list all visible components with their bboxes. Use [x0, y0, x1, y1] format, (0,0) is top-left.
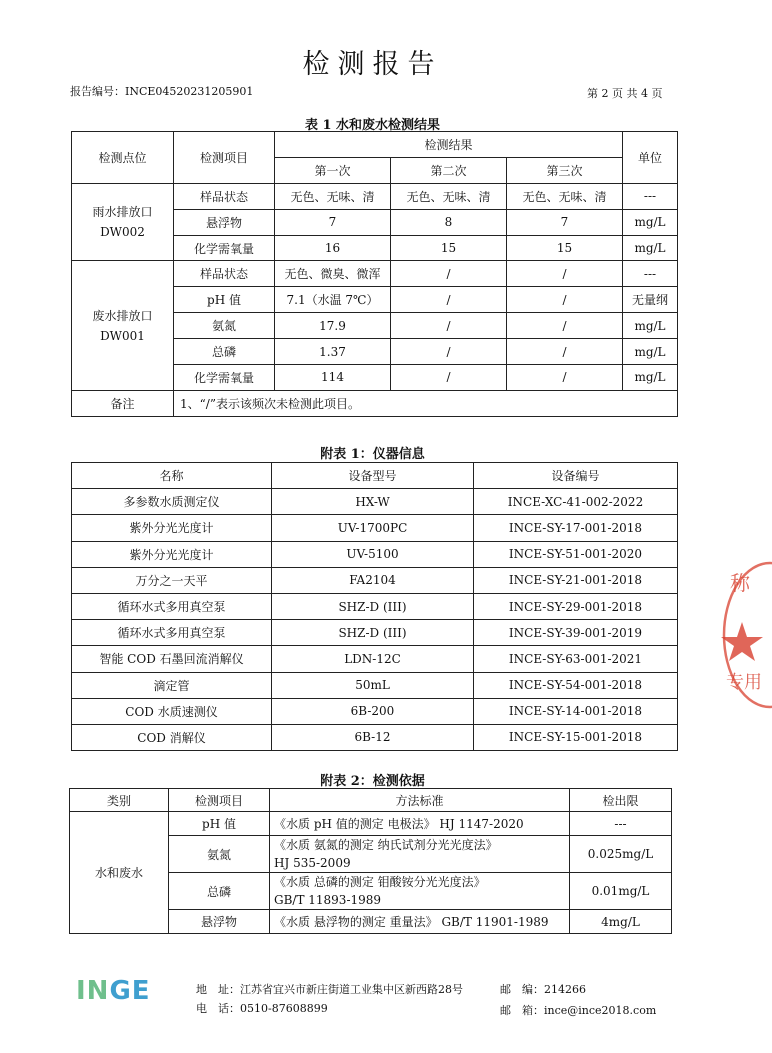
test-item: 化学需氧量 [174, 365, 275, 391]
sampling-point: 雨水排放口 DW002 [72, 183, 174, 261]
result-cell: 7 [507, 209, 623, 235]
instrument-name: 循环水式多用真空泵 [72, 593, 272, 619]
footer-phone: 电 话：0510-87608899 [196, 1002, 328, 1015]
header-test-item: 检测项目 [169, 789, 270, 812]
header-method: 方法标准 [270, 789, 570, 812]
unit-cell: --- [623, 261, 678, 287]
svg-text:专用: 专用 [726, 672, 762, 693]
unit-cell: mg/L [623, 313, 678, 339]
result-cell: 无色、无味、清 [275, 183, 391, 209]
instrument-model: HX-W [272, 489, 474, 515]
document-title: 检测报告 [302, 49, 443, 80]
instrument-model: UV-5100 [272, 541, 474, 567]
svg-text:称: 称 [730, 571, 750, 595]
instrument-name: 万分之一天平 [72, 567, 272, 593]
instrument-name: 紫外分光光度计 [72, 541, 272, 567]
header-result: 检测结果 [275, 132, 623, 158]
remark-label: 备注 [72, 390, 174, 416]
test-item: pH 值 [174, 287, 275, 313]
result-cell: 15 [391, 235, 507, 261]
result-cell: 16 [275, 235, 391, 261]
instrument-number: INCE-SY-63-001-2021 [474, 646, 678, 672]
remark-text: 1、“/”表示该频次未检测此项目。 [174, 390, 678, 416]
result-cell: 1.37 [275, 339, 391, 365]
instrument-number: INCE-SY-17-001-2018 [474, 515, 678, 541]
instrument-model: SHZ-D (III) [272, 620, 474, 646]
table-row [70, 812, 672, 836]
table-row [72, 593, 678, 619]
result-cell: 无色、无味、清 [507, 183, 623, 209]
test-item: 氨氮 [169, 836, 270, 873]
instrument-model: 6B-12 [272, 724, 474, 750]
result-cell: / [507, 365, 623, 391]
instrument-number: INCE-SY-54-001-2018 [474, 672, 678, 698]
footer-postcode: 邮 编：214266 [500, 983, 586, 996]
header-unit: 单位 [623, 132, 678, 184]
table3-caption: 附表 2：检测依据 [320, 774, 425, 789]
unit-cell: mg/L [623, 365, 678, 391]
instrument-model: SHZ-D (III) [272, 593, 474, 619]
result-cell: 8 [391, 209, 507, 235]
instrument-model: UV-1700PC [272, 515, 474, 541]
instrument-number: INCE-SY-39-001-2019 [474, 620, 678, 646]
instrument-model: 6B-200 [272, 698, 474, 724]
result-cell: / [391, 261, 507, 287]
test-item: 氨氮 [174, 313, 275, 339]
table-row [72, 183, 678, 209]
sampling-point: 废水排放口 DW001 [72, 261, 174, 390]
table-row [72, 489, 678, 515]
instrument-number: INCE-SY-21-001-2018 [474, 567, 678, 593]
result-cell: / [507, 339, 623, 365]
table-row [72, 541, 678, 567]
test-item: 悬浮物 [169, 910, 270, 934]
instrument-number: INCE-SY-51-001-2020 [474, 541, 678, 567]
header-category: 类别 [70, 789, 169, 812]
table2-caption: 附表 1：仪器信息 [320, 447, 425, 462]
result-cell: / [391, 365, 507, 391]
unit-cell: mg/L [623, 235, 678, 261]
table1-caption: 表 1 水和废水检测结果 [304, 118, 441, 133]
table-row [72, 515, 678, 541]
report-number: 报告编号：INCE04520231205901 [70, 85, 254, 98]
test-item: 总磷 [174, 339, 275, 365]
result-cell: 17.9 [275, 313, 391, 339]
seal-stamp [712, 560, 772, 710]
unit-cell: 无量纲 [623, 287, 678, 313]
instrument-name: COD 消解仪 [72, 724, 272, 750]
result-cell: 无色、无味、清 [391, 183, 507, 209]
method-standard: 《水质 悬浮物的测定 重量法》 GB/T 11901-1989 [270, 910, 570, 934]
unit-cell: mg/L [623, 209, 678, 235]
result-cell: 无色、微臭、微浑 [275, 261, 391, 287]
method-standard: 《水质 氨氮的测定 纳氏试剂分光光度法》 HJ 535-2009 [270, 836, 570, 873]
result-cell: 15 [507, 235, 623, 261]
table-row [72, 646, 678, 672]
page-number: 第 2 页 共 4 页 [587, 87, 663, 100]
result-cell: 114 [275, 365, 391, 391]
instrument-number: INCE-SY-29-001-2018 [474, 593, 678, 619]
instrument-name: 智能 COD 石墨回流消解仪 [72, 646, 272, 672]
instrument-number: INCE-SY-15-001-2018 [474, 724, 678, 750]
table-row [72, 567, 678, 593]
test-item: 样品状态 [174, 183, 275, 209]
instrument-number: INCE-XC-41-002-2022 [474, 489, 678, 515]
footer-address: 地 址：江苏省宜兴市新庄街道工业集中区新西路28号 [196, 983, 463, 996]
test-item: 样品状态 [174, 261, 275, 287]
footer-email: 邮 箱：ince@ince2018.com [500, 1004, 657, 1017]
detection-limit: --- [570, 812, 672, 836]
header-point: 检测点位 [72, 132, 174, 184]
header-third: 第三次 [507, 157, 623, 183]
header-name: 名称 [72, 463, 272, 489]
test-item: 化学需氧量 [174, 235, 275, 261]
instrument-model: FA2104 [272, 567, 474, 593]
table-row [72, 620, 678, 646]
instrument-model: 50mL [272, 672, 474, 698]
table-row [72, 724, 678, 750]
detection-limit: 0.01mg/L [570, 873, 672, 910]
header-first: 第一次 [275, 157, 391, 183]
instrument-name: 紫外分光光度计 [72, 515, 272, 541]
result-cell: / [507, 261, 623, 287]
instrument-table [71, 462, 678, 751]
header-model: 设备型号 [272, 463, 474, 489]
instrument-name: 多参数水质测定仪 [72, 489, 272, 515]
method-standard: 《水质 pH 值的测定 电极法》 HJ 1147-2020 [270, 812, 570, 836]
result-cell: / [391, 287, 507, 313]
header-item: 检测项目 [174, 132, 275, 184]
detection-limit: 0.025mg/L [570, 836, 672, 873]
unit-cell: mg/L [623, 339, 678, 365]
result-cell: 7.1（水温 7℃） [275, 287, 391, 313]
instrument-number: INCE-SY-14-001-2018 [474, 698, 678, 724]
results-table [71, 131, 678, 417]
method-standard: 《水质 总磷的测定 钼酸铵分光光度法》 GB/T 11893-1989 [270, 873, 570, 910]
header-equip-no: 设备编号 [474, 463, 678, 489]
result-cell: / [507, 287, 623, 313]
detection-limit: 4mg/L [570, 910, 672, 934]
test-item: pH 值 [169, 812, 270, 836]
header-second: 第二次 [391, 157, 507, 183]
test-item: 悬浮物 [174, 209, 275, 235]
table-row [72, 698, 678, 724]
instrument-model: LDN-12C [272, 646, 474, 672]
result-cell: / [391, 313, 507, 339]
instrument-name: 滴定管 [72, 672, 272, 698]
result-cell: 7 [275, 209, 391, 235]
table-row [72, 672, 678, 698]
result-cell: / [507, 313, 623, 339]
unit-cell: --- [623, 183, 678, 209]
method-table [69, 788, 672, 934]
header-limit: 检出限 [570, 789, 672, 812]
result-cell: / [391, 339, 507, 365]
table-row [72, 261, 678, 287]
instrument-name: 循环水式多用真空泵 [72, 620, 272, 646]
company-logo: INGE [76, 976, 151, 1006]
category-cell: 水和废水 [70, 812, 169, 934]
test-item: 总磷 [169, 873, 270, 910]
instrument-name: COD 水质速测仪 [72, 698, 272, 724]
